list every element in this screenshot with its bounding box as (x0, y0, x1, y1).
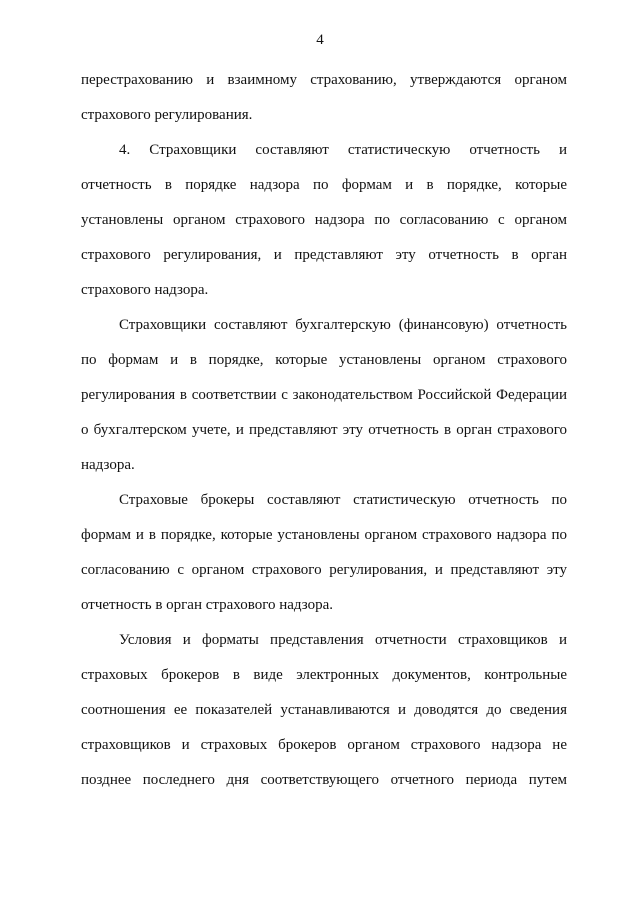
text-line: надзора. (81, 457, 135, 473)
text-line: позднее последнего дня соответствующего отчетного периода путем (81, 772, 567, 788)
text-line: Страховые брокеры составляют статистическую отчетность по (119, 492, 567, 508)
text-line: о бухгалтерском учете, и представляют эту отчетность в орган страхового (81, 422, 567, 438)
text-line: соотношения ее показателей устанавливаются и доводятся до сведения (81, 702, 567, 718)
text-line: по формам и в порядке, которые установлены органом страхового (81, 352, 567, 368)
text-line: страхового регулирования. (81, 107, 253, 123)
text-line: страховых брокеров в виде электронных документов, контрольные (81, 667, 567, 683)
text-line: регулирования в соответствии с законодательством Российской Федерации (81, 387, 567, 403)
text-line: Условия и форматы представления отчетности страховщиков и (119, 632, 567, 648)
text-line: страхового надзора. (81, 282, 209, 298)
text-line: перестрахованию и взаимному страхованию, утверждаются органом (81, 72, 567, 88)
page-number: 4 (316, 32, 324, 48)
text-line: отчетность в орган страхового надзора. (81, 597, 333, 613)
text-line: страховщиков и страховых брокеров органом страхового надзора не (81, 737, 567, 753)
text-line: установлены органом страхового надзора по согласованию с органом (81, 212, 567, 228)
text-line: формам и в порядке, которые установлены органом страхового надзора по (81, 527, 567, 543)
text-line: 4. Страховщики составляют статистическую отчетность и (119, 142, 567, 158)
text-line: страхового регулирования, и представляют эту отчетность в орган (81, 247, 567, 263)
text-line: Страховщики составляют бухгалтерскую (финансовую) отчетность (119, 317, 567, 333)
text-line: отчетность в порядке надзора по формам и в порядке, которые (81, 177, 567, 193)
text-line: согласованию с органом страхового регулирования, и представляют эту (81, 562, 567, 578)
